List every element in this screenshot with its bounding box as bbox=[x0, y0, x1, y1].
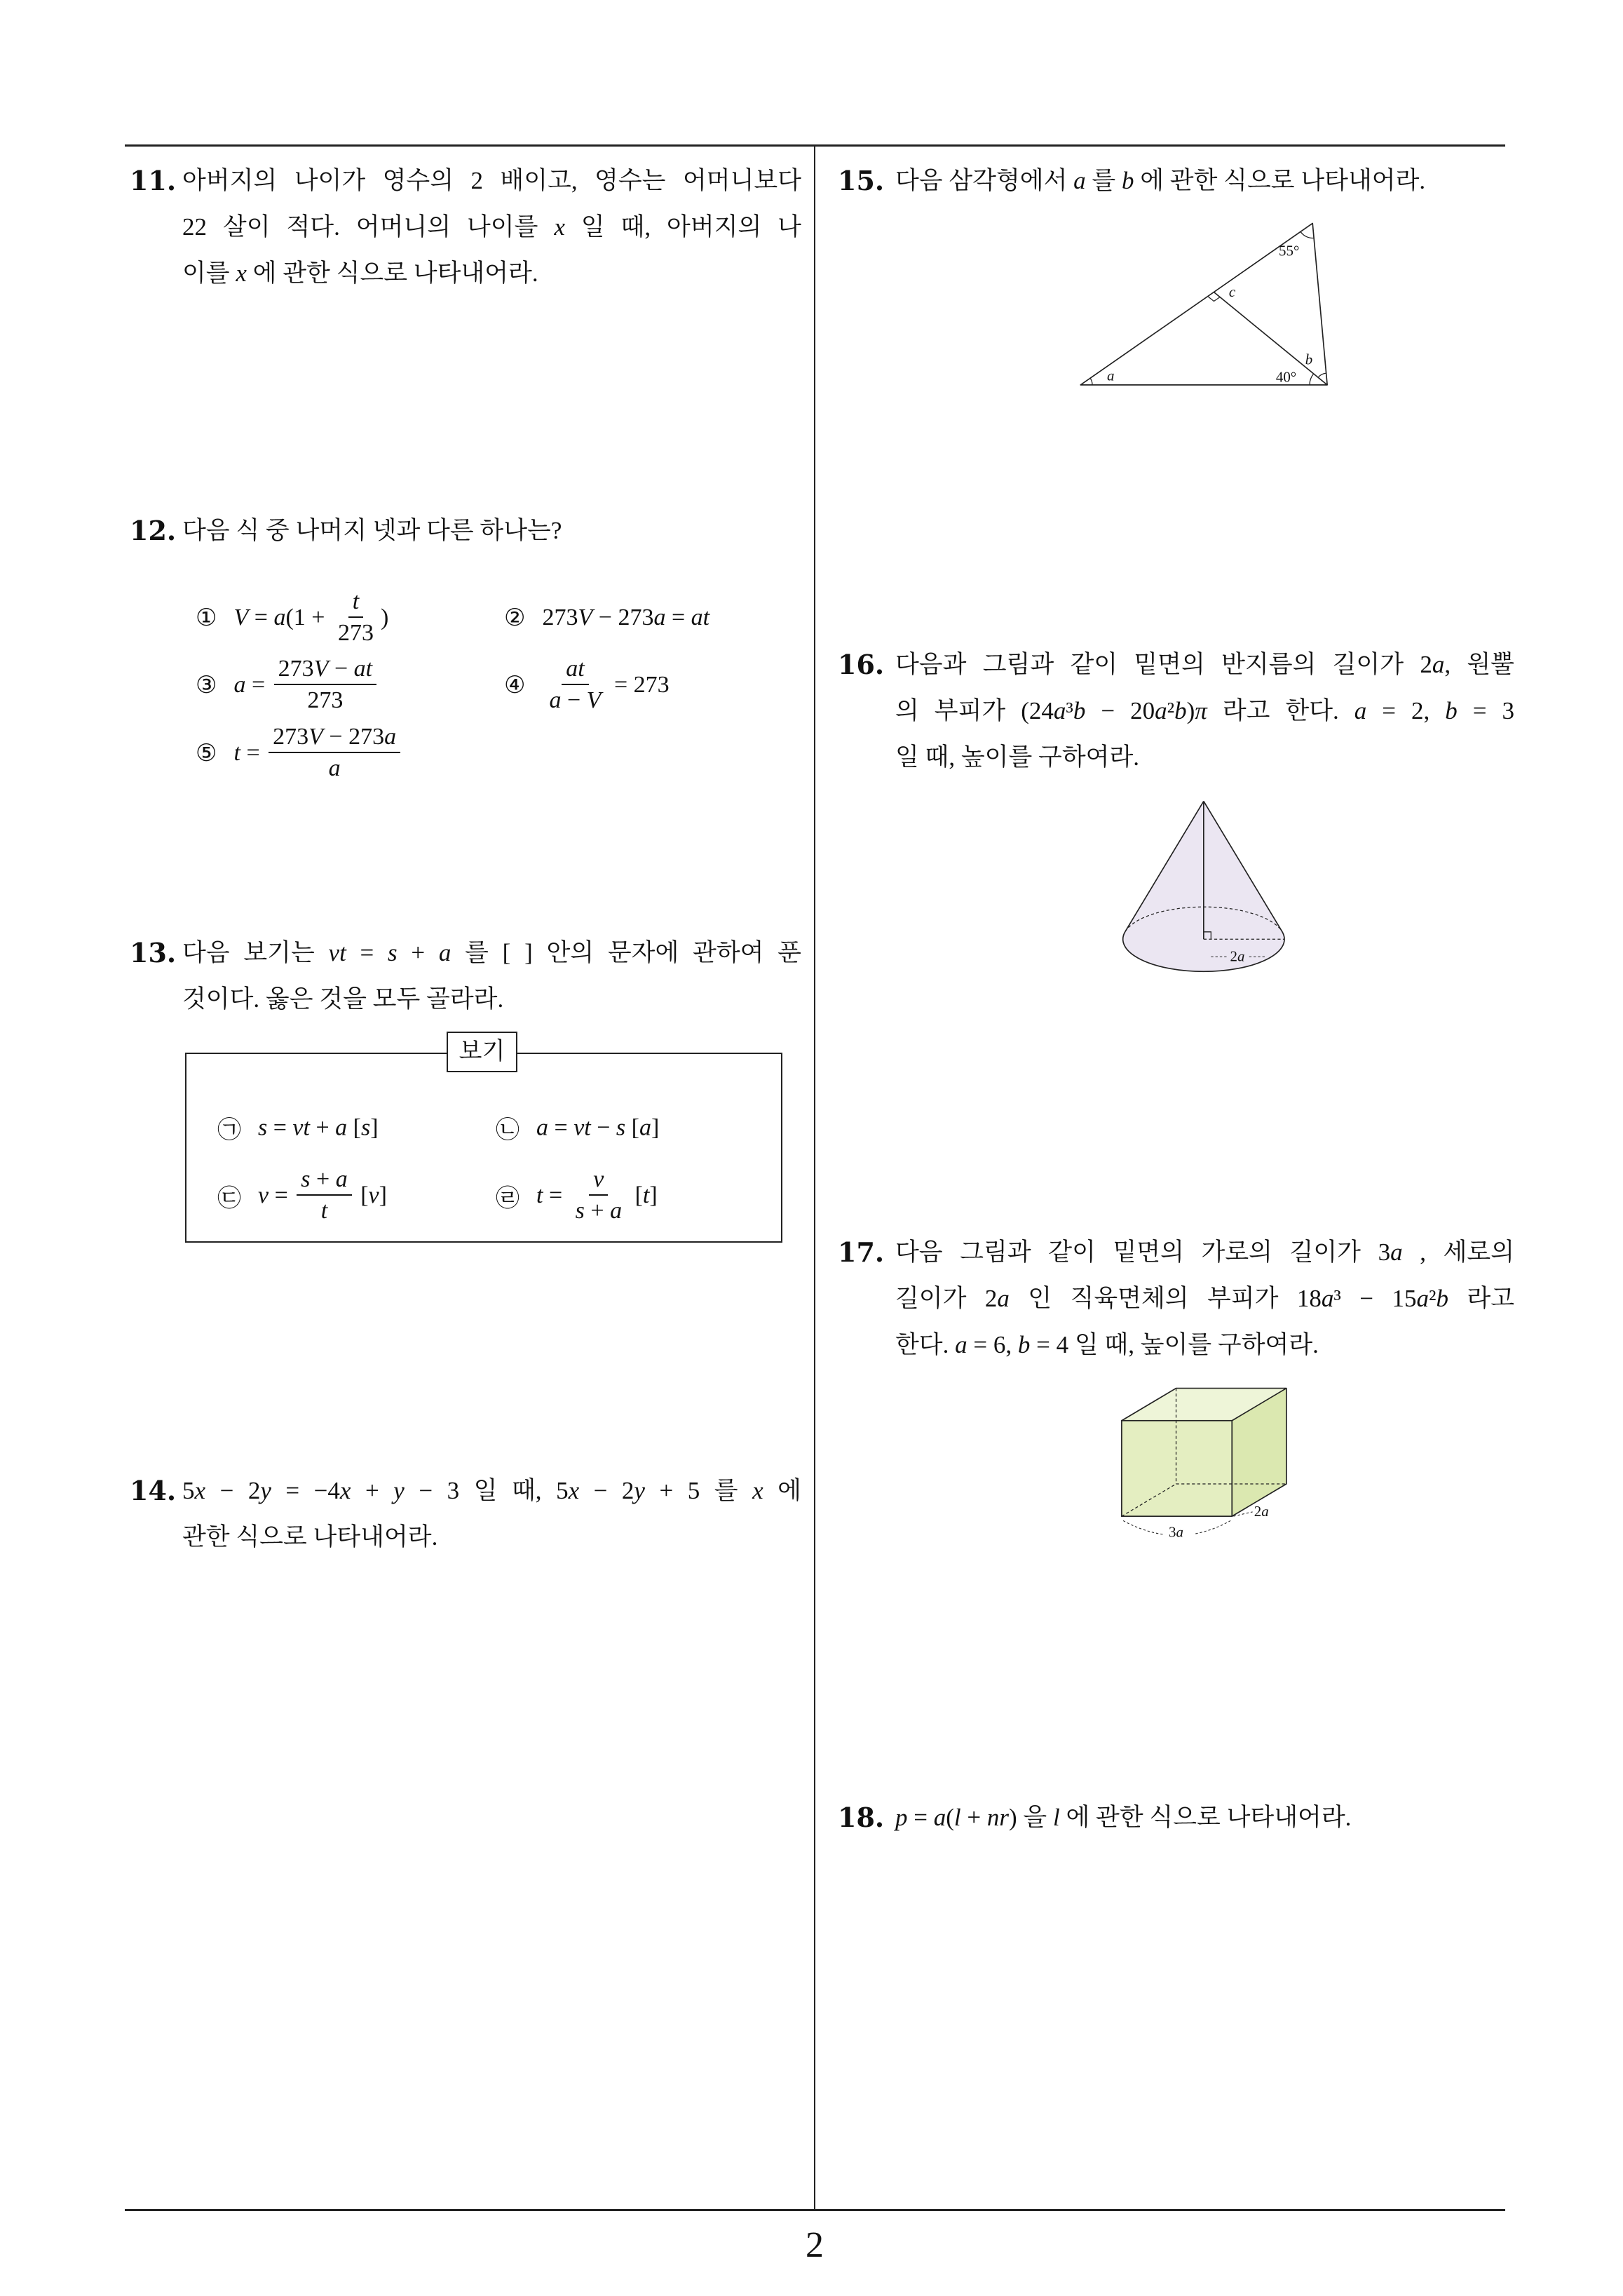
math-expression bbox=[1122, 167, 1134, 194]
math-variable: a bbox=[233, 672, 246, 698]
text-run: 다음 그림과 같이 밑면의 가로의 길이가 bbox=[895, 1238, 1378, 1266]
question-number: 14. bbox=[130, 1475, 177, 1506]
math-variable: a bbox=[1237, 947, 1245, 965]
math-variable: a bbox=[1432, 651, 1445, 678]
math-variable: x bbox=[752, 1477, 763, 1504]
option-marker: ② bbox=[504, 605, 526, 631]
text-run: 에 bbox=[763, 1477, 801, 1504]
math-expression: 2a bbox=[984, 1285, 1010, 1312]
math-variable: a bbox=[933, 1804, 946, 1831]
example-item-3 bbox=[217, 1165, 387, 1227]
text-run: 길이가 bbox=[895, 1285, 985, 1312]
math-expression bbox=[554, 213, 565, 241]
angle-bottom-right-label bbox=[1276, 369, 1296, 386]
fraction-denominator: a − V bbox=[549, 687, 602, 713]
option-expression bbox=[233, 722, 403, 784]
math-variable: v bbox=[258, 1182, 269, 1208]
math-variable: a bbox=[1155, 697, 1167, 724]
math-expression bbox=[1053, 1804, 1060, 1831]
text-run: 의 부피가 bbox=[895, 697, 1021, 724]
text-run: 이를 bbox=[182, 259, 236, 287]
math-variable: s bbox=[388, 939, 398, 966]
math-variable: a bbox=[384, 724, 397, 750]
math-variable: a bbox=[549, 687, 562, 713]
text-run: 라고 bbox=[1448, 1285, 1514, 1312]
math-variable: a bbox=[335, 1166, 348, 1192]
math-variable: x bbox=[568, 1477, 580, 1504]
fraction bbox=[334, 587, 378, 649]
angle-top-arc bbox=[1301, 231, 1314, 238]
question-number: 18. bbox=[838, 1802, 885, 1833]
math-variable: b bbox=[1073, 697, 1086, 724]
math-variable: t bbox=[320, 1198, 328, 1224]
text-run: 인 직육면체의 부피가 bbox=[1009, 1285, 1297, 1312]
text-line bbox=[895, 734, 1514, 781]
math-expression: s = vt + a [s] bbox=[258, 1114, 379, 1140]
right-angle-mark bbox=[1208, 297, 1220, 301]
math-variable: b bbox=[1305, 351, 1313, 368]
question-18 bbox=[838, 1795, 1514, 1935]
math-variable: y bbox=[393, 1477, 405, 1504]
math-text: 3 bbox=[1169, 1523, 1176, 1541]
math-variable: a bbox=[273, 605, 286, 630]
math-variable: a bbox=[1261, 1503, 1269, 1520]
angle-40-arc bbox=[1310, 374, 1314, 385]
math-variable: b bbox=[1436, 1285, 1448, 1312]
math-variable: y bbox=[634, 1477, 645, 1504]
math-expression: a = bbox=[233, 672, 271, 698]
width-label bbox=[1169, 1524, 1183, 1541]
text-run: 일 때, bbox=[459, 1477, 557, 1504]
question-number: 16. bbox=[838, 649, 885, 680]
math-variable: x bbox=[554, 213, 565, 241]
fraction bbox=[274, 654, 376, 716]
text-run: 를 bbox=[1085, 167, 1122, 194]
math-variable: nr bbox=[986, 1804, 1010, 1831]
item-marker: ㉡ bbox=[496, 1117, 520, 1144]
math-variable: a bbox=[1354, 697, 1367, 724]
item-expression bbox=[258, 1114, 379, 1141]
math-variable: a bbox=[1416, 1285, 1429, 1312]
fraction bbox=[571, 1165, 626, 1227]
text-line bbox=[895, 642, 1514, 688]
question-text bbox=[182, 1468, 801, 1560]
item-marker: ㉣ bbox=[496, 1185, 520, 1212]
fraction-denominator bbox=[317, 1196, 332, 1227]
math-expression: = 273 bbox=[608, 672, 670, 698]
angle-a-arc bbox=[1090, 378, 1092, 385]
math-variable: b bbox=[1121, 167, 1134, 194]
fraction-denominator: s + a bbox=[575, 1198, 623, 1224]
question-text bbox=[182, 158, 801, 297]
text-run: 다음 식 중 나머지 넷과 다른 하나는? bbox=[182, 517, 562, 544]
question-11 bbox=[130, 158, 806, 298]
angle-a-label bbox=[1107, 367, 1114, 384]
item-expression bbox=[258, 1165, 387, 1227]
math-expression bbox=[236, 259, 247, 287]
option-expression bbox=[542, 605, 709, 631]
question-number: 17. bbox=[838, 1236, 885, 1268]
text-line bbox=[182, 976, 801, 1022]
example-item-1 bbox=[217, 1111, 379, 1145]
question-16 bbox=[838, 642, 1514, 782]
option-3 bbox=[196, 654, 379, 716]
math-variable: b bbox=[1174, 697, 1187, 724]
math-variable: a bbox=[1390, 1238, 1403, 1266]
math-variable: vt bbox=[573, 1114, 591, 1140]
text-line bbox=[895, 1229, 1514, 1276]
item-marker: ㉠ bbox=[217, 1117, 241, 1144]
option-marker: ⑤ bbox=[196, 741, 217, 767]
math-variable: s bbox=[258, 1114, 268, 1140]
math-variable: s bbox=[360, 1114, 371, 1140]
text-run: 22 살이 적다. 어머니의 나이를 bbox=[182, 213, 555, 241]
math-expression: (24a³b − 20a²b)π bbox=[1021, 697, 1207, 724]
question-text bbox=[895, 642, 1514, 781]
text-run: 에 관한 식으로 나타내어라. bbox=[1059, 1804, 1352, 1831]
fraction-numerator bbox=[562, 654, 588, 685]
math-variable: x bbox=[194, 1477, 206, 1504]
text-run: 한다. bbox=[895, 1331, 956, 1358]
math-variable: a bbox=[335, 1114, 348, 1140]
math-variable: a bbox=[328, 755, 341, 781]
math-expression: a = 2, b = 3 bbox=[1354, 697, 1514, 724]
math-variable: a bbox=[438, 939, 451, 966]
math-variable: v bbox=[368, 1182, 379, 1208]
question-17 bbox=[838, 1229, 1514, 1370]
math-text: 2 bbox=[1230, 947, 1238, 965]
math-variable: a bbox=[610, 1198, 623, 1224]
example-item-4 bbox=[496, 1165, 658, 1227]
option-5 bbox=[196, 722, 403, 784]
math-text: 55° bbox=[1279, 242, 1300, 259]
math-variable: a bbox=[1176, 1523, 1184, 1541]
math-variable: s bbox=[301, 1166, 311, 1192]
math-variable: l bbox=[1052, 1804, 1060, 1831]
text-run: 을 bbox=[1017, 1804, 1053, 1831]
column-divider bbox=[814, 146, 815, 2210]
math-expression: 18a³ − 15a²b bbox=[1296, 1285, 1448, 1312]
option-expression bbox=[233, 654, 379, 716]
math-variable: V bbox=[578, 605, 593, 630]
text-run: 다음 보기는 bbox=[182, 939, 329, 966]
text-run: 일 때, 높이를 구하여라. bbox=[895, 743, 1140, 771]
math-expression: 5x − 2y + 5 bbox=[556, 1477, 700, 1504]
question-text bbox=[895, 1229, 1514, 1368]
option-4 bbox=[504, 654, 670, 716]
math-variable: t bbox=[233, 740, 240, 766]
text-run: 에 관한 식으로 나타내어라. bbox=[1134, 167, 1426, 194]
angle-c-label bbox=[1229, 283, 1236, 300]
math-variable: V bbox=[313, 656, 329, 682]
text-line bbox=[895, 1322, 1514, 1368]
text-line bbox=[895, 1276, 1514, 1322]
perpendicular-segment bbox=[1214, 292, 1327, 385]
text-run: 일 때, 아버지의 나 bbox=[564, 213, 801, 241]
math-variable: s bbox=[575, 1198, 585, 1224]
math-variable: vt bbox=[328, 939, 346, 966]
math-expression: a = 6, b = 4 bbox=[955, 1331, 1069, 1358]
math-variable: x bbox=[339, 1477, 351, 1504]
math-text: 2 bbox=[1254, 1503, 1262, 1520]
fraction bbox=[297, 1165, 351, 1227]
math-expression bbox=[1073, 167, 1086, 194]
math-variable: at bbox=[353, 656, 373, 682]
math-expression: v = bbox=[258, 1182, 294, 1208]
angle-b-arc bbox=[1318, 373, 1326, 377]
text-line bbox=[182, 1468, 801, 1514]
fraction bbox=[545, 654, 605, 716]
math-expression: t = bbox=[536, 1182, 569, 1208]
text-run: 를 [ ] 안의 문자에 관하여 푼 bbox=[451, 939, 801, 966]
math-variable: a bbox=[1073, 167, 1086, 194]
question-number: 12. bbox=[130, 515, 177, 546]
math-expression: a = vt − s [a] bbox=[536, 1114, 660, 1140]
math-text: 40° bbox=[1275, 368, 1297, 386]
text-run: 라고 한다. bbox=[1207, 697, 1354, 724]
option-expression bbox=[542, 654, 669, 716]
math-expression: vt = s + a bbox=[328, 939, 451, 966]
triangle-figure bbox=[1076, 217, 1340, 401]
question-text bbox=[182, 930, 801, 1022]
math-variable: b bbox=[1017, 1331, 1031, 1358]
question-number: 13. bbox=[130, 937, 177, 968]
text-line bbox=[182, 204, 801, 250]
math-variable: a bbox=[1321, 1285, 1334, 1312]
math-variable: t bbox=[352, 588, 360, 614]
text-line bbox=[182, 930, 801, 976]
text-line bbox=[182, 158, 801, 204]
text-line bbox=[895, 688, 1514, 734]
option-marker: ① bbox=[196, 605, 217, 631]
question-text bbox=[895, 1795, 1514, 1841]
math-variable: a bbox=[1106, 367, 1115, 384]
fraction-numerator: 273V − at bbox=[274, 654, 376, 685]
text-line bbox=[895, 158, 1514, 204]
fraction-numerator: s + a bbox=[297, 1165, 351, 1196]
item-expression bbox=[536, 1165, 658, 1227]
fraction-numerator bbox=[589, 1165, 608, 1196]
example-box-label: 보기 bbox=[447, 1032, 517, 1072]
math-expression: p = a(l + nr) bbox=[895, 1804, 1017, 1831]
text-run: 다음과 그림과 같이 밑면의 반지름의 길이가 bbox=[895, 651, 1420, 678]
question-text bbox=[182, 508, 801, 554]
option-marker: ③ bbox=[196, 673, 217, 698]
fraction bbox=[269, 722, 400, 784]
depth-label bbox=[1254, 1503, 1269, 1520]
bottom-rule bbox=[125, 2209, 1505, 2211]
math-variable: p bbox=[895, 1804, 908, 1831]
math-expression: 273V − 273a = at bbox=[542, 605, 710, 630]
math-expression: 3a bbox=[1378, 1238, 1403, 1266]
text-run: , 세로의 bbox=[1402, 1238, 1515, 1266]
math-expression: [t] bbox=[629, 1182, 658, 1208]
question-14 bbox=[130, 1468, 806, 1608]
math-expression: [v] bbox=[354, 1182, 387, 1208]
math-variable: π bbox=[1195, 697, 1207, 724]
math-expression: V = a(1 + bbox=[233, 605, 331, 630]
math-variable: a bbox=[536, 1114, 548, 1140]
text-run: 아버지의 나이가 영수의 2 배이고, 영수는 어머니보다 bbox=[182, 167, 801, 194]
math-variable: V bbox=[308, 724, 323, 750]
text-line bbox=[182, 250, 801, 297]
math-variable: a bbox=[653, 605, 666, 630]
text-run: 일 때, 높이를 구하여라. bbox=[1068, 1331, 1319, 1358]
rectangular-prism-figure bbox=[1110, 1379, 1301, 1544]
option-2 bbox=[504, 604, 709, 632]
math-expression: t = bbox=[233, 740, 266, 766]
math-variable: s bbox=[616, 1114, 626, 1140]
math-variable: a bbox=[1053, 697, 1066, 724]
math-variable: vt bbox=[292, 1114, 310, 1140]
math-expression bbox=[752, 1477, 763, 1504]
math-variable: y bbox=[260, 1477, 271, 1504]
text-line bbox=[182, 1514, 801, 1560]
text-run: 다음 삼각형에서 bbox=[895, 167, 1074, 194]
page-number: 2 bbox=[806, 2225, 824, 2265]
math-variable: x bbox=[236, 259, 247, 287]
math-variable: l bbox=[953, 1804, 961, 1831]
text-run: 에 관한 식으로 나타내어라. bbox=[246, 259, 538, 287]
math-variable: at bbox=[566, 656, 585, 682]
math-variable: t bbox=[642, 1182, 650, 1208]
fraction-denominator: 273 bbox=[307, 687, 344, 713]
question-number: 11. bbox=[130, 165, 177, 196]
text-run: 를 bbox=[700, 1477, 753, 1504]
math-variable: b bbox=[1445, 697, 1458, 724]
math-variable: c bbox=[1228, 283, 1236, 301]
math-expression: 2a bbox=[1420, 651, 1445, 678]
math-variable: v bbox=[593, 1166, 604, 1192]
text-line bbox=[895, 1795, 1514, 1841]
prism-front-face bbox=[1122, 1421, 1232, 1516]
fraction-numerator: 273V − 273a bbox=[269, 722, 400, 753]
radius-label bbox=[1230, 948, 1245, 965]
angle-b-label bbox=[1305, 351, 1312, 368]
fraction-denominator: 273 bbox=[337, 620, 374, 646]
option-expression bbox=[233, 587, 388, 649]
text-run: , 원뿔 bbox=[1444, 651, 1514, 678]
math-variable: a bbox=[955, 1331, 967, 1358]
option-marker: ④ bbox=[504, 673, 526, 698]
example-item-2 bbox=[496, 1111, 659, 1145]
fraction-numerator bbox=[348, 587, 363, 618]
question-text bbox=[895, 158, 1514, 204]
text-run: 것이다. 옳은 것을 모두 골라라. bbox=[182, 985, 504, 1013]
math-expression: ) bbox=[380, 605, 389, 630]
cone-figure bbox=[1114, 794, 1298, 982]
math-variable: V bbox=[233, 605, 249, 630]
text-run: 관한 식으로 나타내어라. bbox=[182, 1523, 438, 1551]
math-variable: at bbox=[691, 605, 710, 630]
fraction-denominator bbox=[325, 753, 345, 784]
math-variable: a bbox=[639, 1114, 651, 1140]
item-marker: ㉢ bbox=[217, 1185, 241, 1212]
option-1 bbox=[196, 587, 388, 649]
angle-top-label bbox=[1279, 243, 1299, 259]
math-expression: 5x − 2y = −4x + y − 3 bbox=[182, 1477, 460, 1504]
math-variable: a bbox=[997, 1285, 1010, 1312]
question-number: 15. bbox=[838, 165, 885, 196]
text-line bbox=[182, 508, 801, 554]
item-expression bbox=[536, 1114, 659, 1141]
math-variable: t bbox=[536, 1182, 543, 1208]
math-variable: V bbox=[586, 687, 602, 713]
